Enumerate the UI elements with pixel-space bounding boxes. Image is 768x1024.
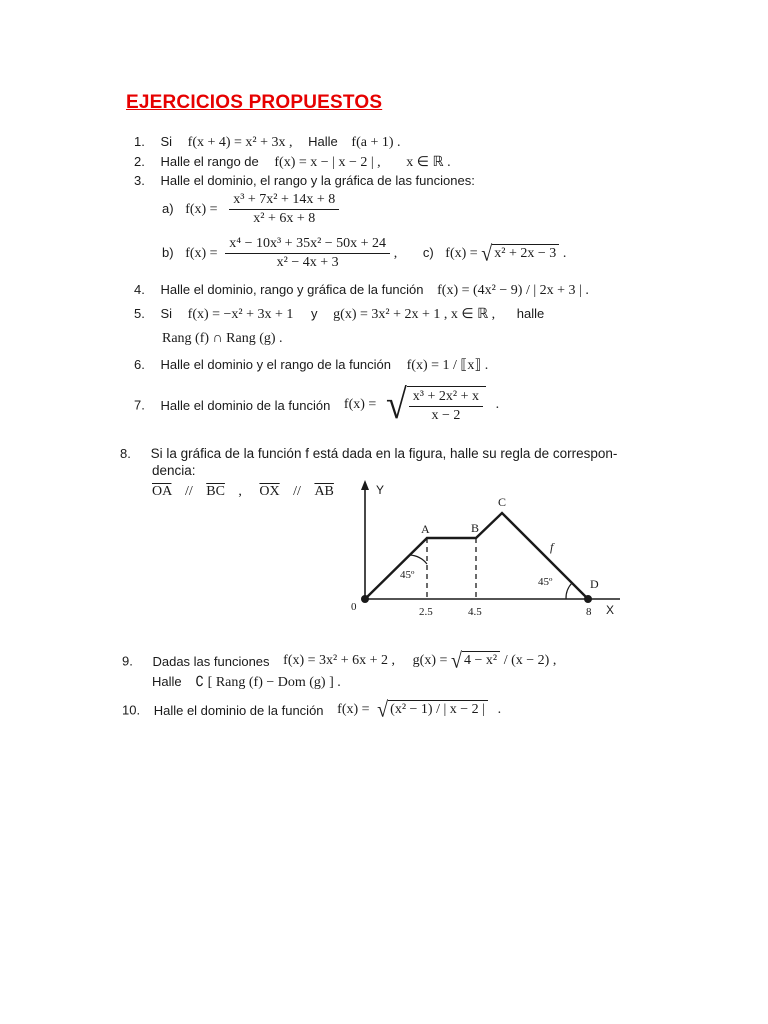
- exercise-8-line2: dencia:: [152, 463, 196, 478]
- angle-arc-a: [410, 555, 427, 564]
- math-expression: ∁ [ Rang (f) − Dom (g) ] .: [195, 675, 341, 690]
- exercise-text: Halle: [308, 134, 338, 149]
- square-root: [451, 648, 500, 674]
- math-expression: f(x) =: [343, 397, 377, 412]
- fraction: [225, 236, 390, 271]
- y-axis-arrow-icon: [361, 480, 369, 490]
- square-root: [377, 697, 488, 723]
- exercise-text: Halle el dominio de la función: [160, 397, 331, 413]
- exercise-4: [134, 282, 589, 299]
- page-title: EJERCICIOS PROPUESTOS: [126, 92, 383, 113]
- segment-label: $\overline{AB}$: [314, 484, 334, 499]
- math-expression: .: [495, 397, 500, 412]
- math-expression: f(x) = 1 / ⟦x⟧ .: [406, 358, 489, 373]
- math-expression: / (x − 2) ,: [503, 653, 557, 668]
- curve-label: f: [550, 540, 554, 554]
- point-d-dot: [585, 596, 592, 603]
- square-root: [481, 241, 559, 266]
- sub-label: b): [162, 244, 174, 260]
- denominator: x² + 6x + 8: [253, 211, 316, 226]
- exercise-6: [134, 357, 488, 374]
- exercise-text: Halle el dominio, el rango y la gráfica de las funciones:: [160, 173, 475, 188]
- exercise-text: Halle: [152, 674, 182, 689]
- math-expression: f(x) = −x² + 3x + 1: [187, 307, 294, 322]
- radicand: [407, 386, 486, 424]
- exercise-number: 10.: [122, 702, 141, 718]
- exercise-text: Si: [160, 306, 173, 321]
- math-expression: //: [184, 484, 193, 499]
- exercise-8-conditions: [152, 484, 334, 500]
- angle-a-label: 45º: [400, 569, 415, 581]
- math-expression: g(x) = 3x² + 2x + 1 , x ∈ ℝ ,: [333, 307, 496, 322]
- radical-sign-icon: √: [377, 697, 389, 723]
- radicand: x² + 2x − 3: [492, 244, 559, 264]
- exercise-number: 5.: [134, 306, 145, 321]
- exercise-number: 1.: [134, 134, 145, 149]
- exercise-text: halle: [516, 306, 545, 321]
- exercise-number: 4.: [134, 282, 145, 297]
- fraction: [409, 389, 483, 424]
- math-expression: g(x) =: [412, 653, 448, 668]
- exercise-2: [134, 154, 451, 171]
- math-expression: //: [293, 484, 301, 499]
- fraction: [229, 192, 339, 227]
- exercise-3: [134, 173, 475, 188]
- exercise-number: 6.: [134, 357, 145, 372]
- function-graph: [320, 476, 630, 621]
- segment-label: $\overline{OX}$: [259, 484, 280, 499]
- y-axis-label: Y: [376, 483, 385, 497]
- numerator: x³ + 7x² + 14x + 8: [229, 192, 339, 210]
- point-b-label: B: [471, 521, 480, 535]
- math-expression: f(x + 4) = x² + 3x ,: [187, 135, 293, 150]
- exercise-number: 7.: [134, 397, 145, 413]
- radical-sign-icon: √: [481, 241, 493, 266]
- x-axis-label: X: [606, 603, 615, 617]
- exercise-number: 2.: [134, 154, 145, 169]
- math-expression: f(x) =: [185, 201, 218, 217]
- segment-label: $\overline{BC}$: [206, 484, 225, 499]
- math-expression: f(x) =: [445, 245, 478, 261]
- denominator: x − 2: [431, 408, 461, 423]
- numerator: x³ + 2x² + x: [409, 389, 483, 407]
- origin-point: [362, 596, 369, 603]
- math-expression: f(x) =: [185, 245, 218, 261]
- math-expression: f(x) = 3x² + 6x + 2 ,: [283, 653, 396, 668]
- math-expression: f(x) = (4x² − 9) / | 2x + 3 | .: [437, 283, 589, 298]
- exercise-7: [134, 381, 500, 429]
- radical-sign-icon: √: [385, 381, 407, 429]
- point-a-label: A: [421, 522, 430, 536]
- math-expression: x ∈ ℝ .: [406, 155, 451, 170]
- exercise-3b: [162, 236, 566, 271]
- exercise-text: Halle el dominio, rango y gráfica de la función: [160, 282, 424, 297]
- tick-label-4-5: 4.5: [468, 606, 482, 618]
- radical-sign-icon: √: [451, 648, 463, 674]
- math-expression: f(a + 1) .: [351, 135, 401, 150]
- math-expression: f(x) = x − | x − 2 | ,: [274, 155, 381, 170]
- tick-label-8: 8: [586, 606, 592, 618]
- square-root: [385, 381, 486, 429]
- exercise-text: Halle el dominio de la función: [153, 702, 324, 718]
- math-expression: ,: [238, 484, 242, 499]
- math-expression: ,: [393, 245, 398, 261]
- radicand: 4 − x²: [462, 651, 500, 671]
- math-expression: f(x) =: [337, 702, 370, 717]
- exercise-text: Dadas las funciones: [152, 653, 270, 669]
- exercise-text: Si la gráfica de la función f está dada en la figura, halle su regla de correspon-: [150, 446, 618, 461]
- origin-label: 0: [351, 601, 357, 613]
- exercise-8: [120, 446, 617, 461]
- sub-label: c): [422, 244, 434, 260]
- exercise-5-rang: Rang (f) ∩ Rang (g) .: [162, 331, 283, 346]
- denominator: x² − 4x + 3: [276, 255, 339, 270]
- tick-label-2-5: 2.5: [419, 606, 433, 618]
- math-expression: .: [497, 702, 502, 717]
- exercise-5: [134, 306, 544, 323]
- math-expression: .: [562, 245, 567, 261]
- exercise-3a: [162, 192, 339, 227]
- exercise-number: 8.: [120, 446, 131, 461]
- radicand: (x² − 1) / | x − 2 |: [388, 700, 488, 720]
- point-c-label: C: [498, 495, 507, 509]
- angle-d-label: 45º: [538, 576, 553, 588]
- exercise-text: Halle el dominio y el rango de la función: [160, 357, 391, 372]
- exercise-10: [122, 697, 502, 723]
- exercise-number: 3.: [134, 173, 145, 188]
- point-d-label: D: [590, 577, 599, 591]
- exercise-9-halle: [152, 674, 341, 691]
- exercise-text: y: [311, 306, 318, 321]
- numerator: x⁴ − 10x³ + 35x² − 50x + 24: [225, 236, 390, 254]
- exercise-text: Halle el rango de: [160, 154, 259, 169]
- exercise-1: [134, 134, 401, 151]
- sub-label: a): [162, 200, 174, 216]
- exercise-9: [122, 648, 557, 674]
- segment-label: $\overline{OA}$: [152, 484, 172, 499]
- exercise-text: Si: [160, 134, 173, 149]
- angle-arc-d: [566, 583, 572, 599]
- exercise-number: 9.: [122, 653, 133, 669]
